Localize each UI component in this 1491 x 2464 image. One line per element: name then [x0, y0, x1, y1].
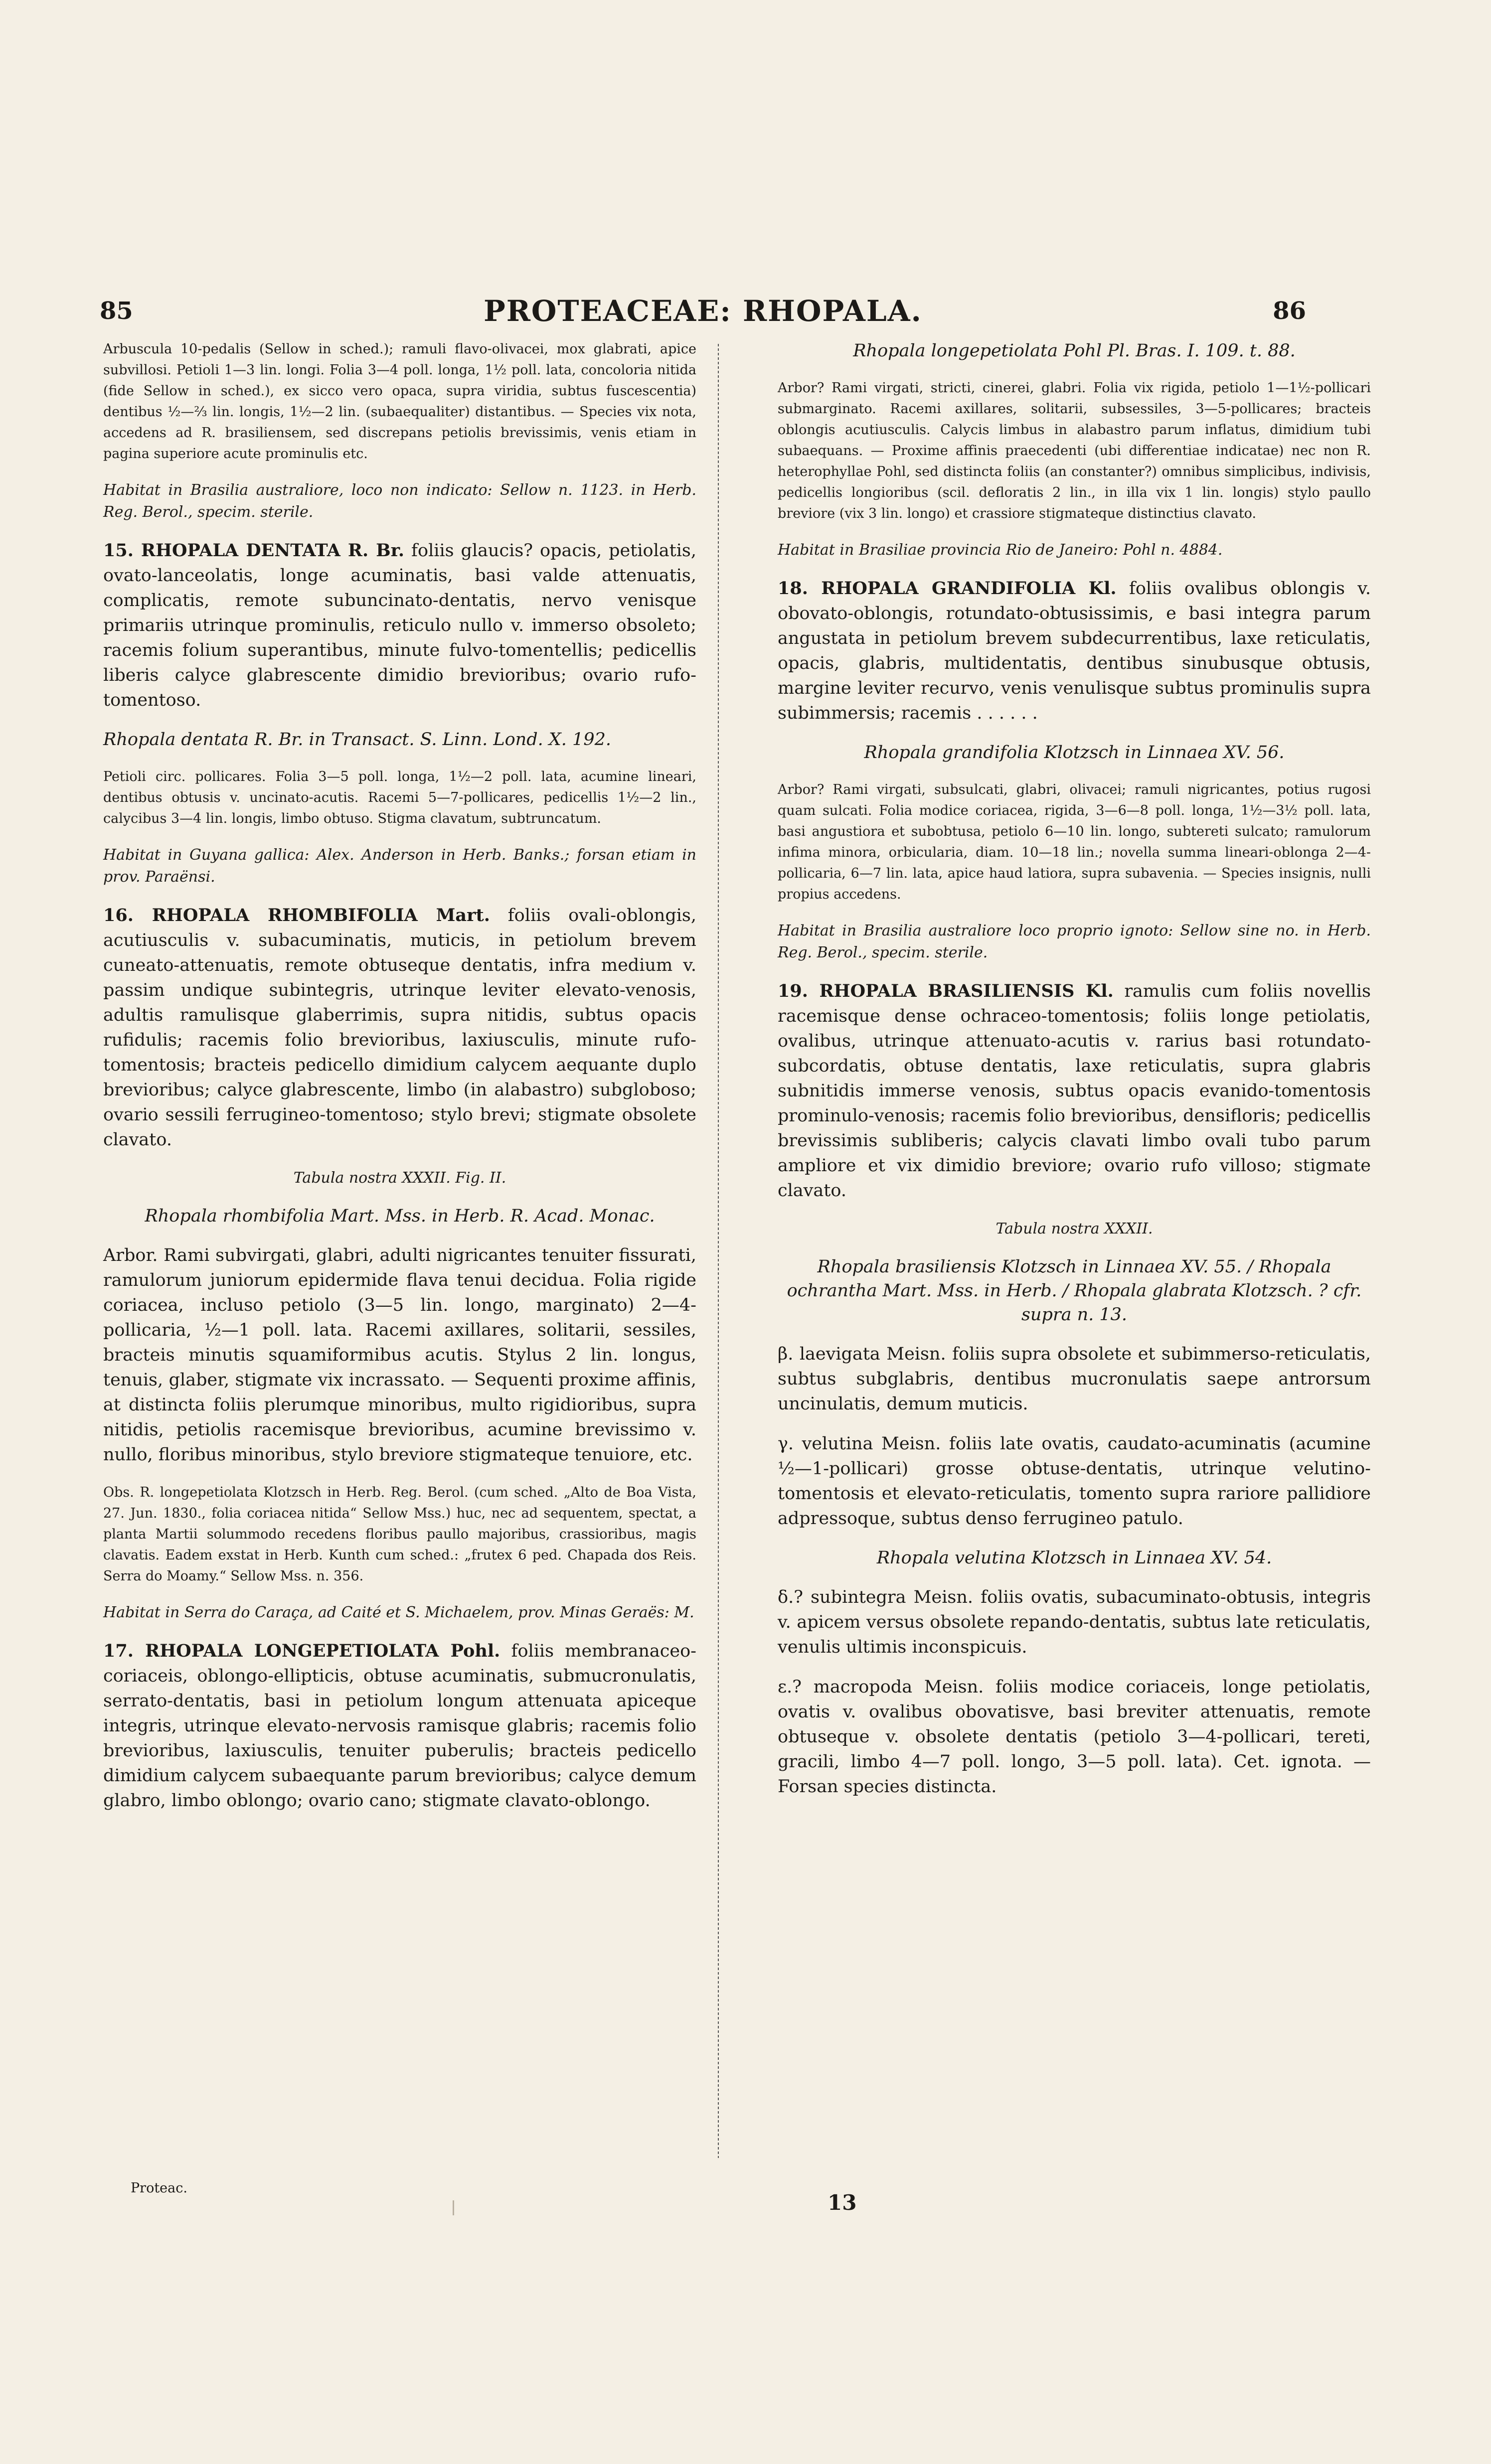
paragraph — [778, 1675, 1371, 1799]
page-number-left: 85 — [100, 297, 133, 325]
paragraph-text: Obs. R. longepetiolata Klotzsch in Herb. Reg. Berol. (cum sched. „Alto de Boa Vista, 27. Jun. 1830., folia coriacea nitida“ Sellow Mss.) huc, nec ad sequentem, spectat, a planta Martii solummodo recedens floribus paullo majoribus, crassioribus, magis clavatis. Eadem exstat in Herb. Kunth cum sched.: „frutex 6 ped. Chapada dos Reis. Serra do Moamy.“ Sellow Mss. n. 356. — [103, 1485, 696, 1584]
paragraph — [103, 538, 696, 713]
paragraph-text: Rhopala grandifolia Klotzsch in Linnaea XV. 56. — [864, 743, 1285, 763]
paragraph — [778, 1342, 1371, 1416]
paragraph-text: Arbuscula 10-pedalis (Sellow in sched.); ramuli flavo-olivacei, mox glabrati, apice subvillosi. Petioli 1—3 lin. longi. Folia 3—4 poll. longa, 1½ poll. lata, concoloria nitida (fide Sellow in sched.), ex sicco vero opaca, supra viridia, subtus fuscescentia) dentibus ½—⅔ lin. longis, 1½—2 lin. (subaequaliter) distantibus. — Species vix nota, accedens ad R. brasiliensem, sed discrepans petiolis brevissimis, venis etiam in pagina superiore acute prominulis etc. — [103, 341, 696, 462]
species-heading: 15. RHOPALA DENTATA R. Br. — [103, 540, 405, 561]
paragraph — [778, 979, 1371, 1203]
paragraph-text: δ.? subintegra Meisn. foliis ovatis, subacuminato-obtusis, integris v. apicem versus obsolete repando-dentatis, subtus late reticulatis, venulis ultimis inconspicuis. — [778, 1587, 1371, 1657]
paragraph — [103, 1243, 696, 1467]
paragraph — [778, 378, 1371, 524]
paragraph-text: γ. velutina Meisn. foliis late ovatis, caudato-acuminatis (acumine ½—1-pollicari) grosse obtuse-dentatis, utrinque velutino-tomentosis et elevato-reticulatis, tomento supra rariore pallidiore adpressoque, subtus denso ferrugineo patulo. — [778, 1434, 1371, 1529]
paragraph-text: foliis membranaceo-coriaceis, oblongo-ellipticis, obtuse acuminatis, submucronulatis, serrato-dentatis, basi in petiolum longum attenuata apiceque integris, utrinque elevato-nervosis ramisque glabris; racemis folio brevioribus, laxiusculis, tenuiter puberulis; bracteis pedicello dimidium calycem subaequante parum brevioribus; calyce demum glabro, limbo oblongo; ovario cano; stigmate clavato-oblongo. — [103, 1641, 696, 1811]
paragraph-text: Habitat in Brasilia australiore, loco non indicato: Sellow n. 1123. in Herb. Reg. Berol., specim. sterile. — [103, 481, 696, 521]
paragraph-text: β. laevigata Meisn. foliis supra obsolete et subimmerso-reticulatis, subtus subglabris, dentibus mucronulatis saepe antrorsum uncinulatis, demum muticis. — [778, 1344, 1371, 1414]
paragraph — [103, 1167, 696, 1189]
paragraph — [103, 1482, 696, 1587]
footer-label: Proteac. — [131, 2180, 187, 2196]
paragraph-text: foliis glaucis? opacis, petiolatis, ovato-lanceolatis, longe acuminatis, basi valde attenuatis, complicatis, remote subuncinato-dentatis, nervo venisque primariis utrinque prominulis, reticulo nullo v. immerso obsoleto; racemis folium superantibus, minute fulvo-tomentellis; pedicellis liberis calyce glabrescente dimidio brevioribus; ovario rufo-tomentoso. — [103, 541, 697, 710]
left-column — [103, 339, 696, 1828]
paragraph — [778, 539, 1371, 561]
paragraph — [778, 576, 1371, 726]
paragraph — [778, 1546, 1371, 1570]
species-heading: 17. RHOPALA LONGEPETIOLATA Pohl. — [103, 1641, 500, 1661]
paragraph — [103, 1204, 696, 1228]
signature-mark: 13 — [828, 2190, 857, 2215]
paragraph-text: Rhopala velutina Klotzsch in Linnaea XV. 54. — [876, 1548, 1272, 1568]
paragraph — [778, 1431, 1371, 1531]
paragraph — [778, 741, 1371, 765]
paragraph — [103, 1602, 696, 1624]
paragraph-text: Habitat in Serra do Caraça, ad Caité et S. Michaelem, prov. Minas Geraës: M. — [103, 1604, 694, 1621]
paragraph-text: Petioli circ. pollicares. Folia 3—5 poll. longa, 1½—2 poll. lata, acumine lineari, dentibus obtusis v. uncinato-acutis. Racemi 5—7-pollicares, pedicellis 1½—2 lin., calycibus 3—4 lin. longis, limbo obtuso. Stigma clavatum, subtruncatum. — [103, 769, 696, 826]
paragraph-text: ramulis cum foliis novellis racemisque dense ochraceo-tomentosis; foliis longe petiolatis, ovalibus, utrinque attenuato-acutis v. rarius basi rotundato-subcordatis, obtuse dentatis, laxe reticulatis, supra glabris subnitidis immerse venosis, subtus opacis evanido-tomentosis prominulo-venosis; racemis folio brevioribus, densifloris; pedicellis brevissimis subliberis; calycis clavati limbo ovali tubo parum ampliore et vix dimidio breviore; ovario rufo villoso; stigmate clavato. — [778, 981, 1371, 1201]
species-heading: 16. RHOPALA RHOMBIFOLIA Mart. — [103, 905, 490, 925]
paragraph — [778, 1255, 1371, 1327]
column-divider — [718, 344, 719, 2158]
paragraph-text: Habitat in Brasilia australiore loco proprio ignoto: Sellow sine no. in Herb. Reg. Berol., specim. sterile. — [778, 922, 1371, 961]
paragraph-text: Habitat in Brasiliae provincia Rio de Janeiro: Pohl n. 4884. — [778, 541, 1223, 559]
page-title: PROTEACEAE: RHOPALA. — [484, 294, 922, 328]
paragraph — [103, 903, 696, 1152]
paragraph-text: Tabula nostra XXXII. Fig. II. — [293, 1169, 506, 1187]
paragraph-text: ε.? macropoda Meisn. foliis modice coriaceis, longe petiolatis, ovatis v. ovalibus obovatisve, basi breviter attenuatis, remote obtuseque v. obsolete dentatis (petiolo 3—4-pollicari, tereti, gracili, limbo 4—7 poll. longo, 3—5 poll. lata). Cet. ignota. — Forsan species distincta. — [778, 1677, 1371, 1797]
paragraph — [103, 339, 696, 464]
paragraph — [103, 767, 696, 829]
paragraph — [778, 779, 1371, 905]
paragraph-text: Arbor? Rami virgati, subsulcati, glabri, olivacei; ramuli nigricantes, potius rugosi quam sulcati. Folia modice coriacea, rigida, 3—6—8 poll. longa, 1½—3½ poll. lata, basi angustiora et subobtusa, petiolo 6—10 lin. longo, subtereti sulcato; ramulorum infima minora, orbicularia, diam. 10—18 lin.; novella summa lineari-oblonga 2—4-pollicaria, 6—7 lin. lata, apice haud latiora, supra subavenia. — Species insignis, nulli propius accedens. — [778, 782, 1371, 902]
page-number-right: 86 — [1273, 297, 1306, 325]
paragraph-text: Rhopala dentata R. Br. in Transact. S. Linn. Lond. X. 192. — [103, 730, 611, 750]
paragraph-text: Arbor? Rami virgati, stricti, cinerei, glabri. Folia vix rigida, petiolo 1—1½-pollicari submarginato. Racemi axillares, solitarii, subsessiles, 3—5-pollicares; bracteis oblongis acutiusculis. Calycis limbus in alabastro parum inflatus, dimidium tubi subaequans. — Proxime affinis praecedenti (ubi differentiae indicatae) nec non R. heterophyllae Pohl, sed distincta foliis (an constanter?) omnibus simplicibus, indivisis, pedicellis longioribus (scil. defloratis 2 lin., in illa vix 1 lin. longis) stylo paullo breviore (vix 3 lin. longo) et crassiore stigmateque distinctius clavato. — [778, 380, 1371, 521]
paragraph-text: foliis ovali-oblongis, acutiusculis v. subacuminatis, muticis, in petiolum brevem cuneato-attenuatis, remote obtuseque dentatis, infra medium v. passim undique subintegris, utrinque leviter elevato-venosis, adultis ramulisque glaberrimis, supra nitidis, subtus opacis rufidulis; racemis folio brevioribus, laxiusculis, minute rufo-tomentosis; bracteis pedicello dimidium calycem aequante duplo brevioribus; calyce glabrescente, limbo (in alabastro) subgloboso; ovario sessili ferrugineo-tomentoso; stylo brevi; stigmate obsolete clavato. — [103, 906, 697, 1150]
species-heading: 18. RHOPALA GRANDIFOLIA Kl. — [778, 578, 1117, 599]
paragraph — [778, 339, 1371, 363]
paragraph — [778, 1585, 1371, 1660]
paragraph — [778, 920, 1371, 964]
paragraph-text: Rhopala rhombifolia Mart. Mss. in Herb. R. Acad. Monac. — [145, 1206, 655, 1226]
paragraph — [103, 844, 696, 888]
paragraph-text: Arbor. Rami subvirgati, glabri, adulti nigricantes tenuiter fissurati, ramulorum juniorum epidermide flava tenui decidua. Folia rigide coriacea, incluso petiolo (3—5 lin. longo, marginato) 2—4-pollicaria, ½—1 poll. lata. Racemi axillares, solitarii, sessiles, bracteis minutis squamiformibus acutis. Stylus 2 lin. longus, tenuis, glaber, stigmate vix incrassato. — Sequenti proxime affinis, at distincta foliis plerumque minoribus, multo rigidioribus, supra nitidis, petiolis racemisque brevioribus, acumine brevissimo v. nullo, floribus minoribus, stylo breviore stigmateque tenuiore, etc. — [103, 1245, 696, 1465]
paragraph-text: Rhopala brasiliensis Klotzsch in Linnaea XV. 55. / Rhopala ochrantha Mart. Mss. in Herb. / Rhopala glabrata Klotzsch. ? cfr. supra n. 13. — [787, 1257, 1362, 1325]
paragraph — [103, 1639, 696, 1813]
page-header — [100, 294, 1306, 332]
paragraph — [103, 728, 696, 752]
gutter-mark — [453, 2200, 454, 2215]
paragraph-text: foliis ovalibus oblongis v. obovato-oblongis, rotundato-obtusissimis, e basi integra parum angustata in petiolum brevem subdecurrentibus, laxe reticulatis, opacis, glabris, multidentatis, dentibus sinubusque obtusis, margine leviter recurvo, venis venulisque subtus prominulis supra subimmersis; racemis . . . . . . — [778, 579, 1371, 723]
paragraph — [103, 479, 696, 523]
right-column — [778, 339, 1371, 1814]
species-heading: 19. RHOPALA BRASILIENSIS Kl. — [778, 981, 1114, 1001]
paragraph-text: Habitat in Guyana gallica: Alex. Anderson in Herb. Banks.; forsan etiam in prov. Paraënsi. — [103, 846, 696, 886]
paragraph — [778, 1218, 1371, 1240]
paragraph-text: Tabula nostra XXXII. — [995, 1220, 1153, 1237]
paragraph-text: Rhopala longepetiolata Pohl Pl. Bras. I. 109. t. 88. — [853, 341, 1296, 361]
